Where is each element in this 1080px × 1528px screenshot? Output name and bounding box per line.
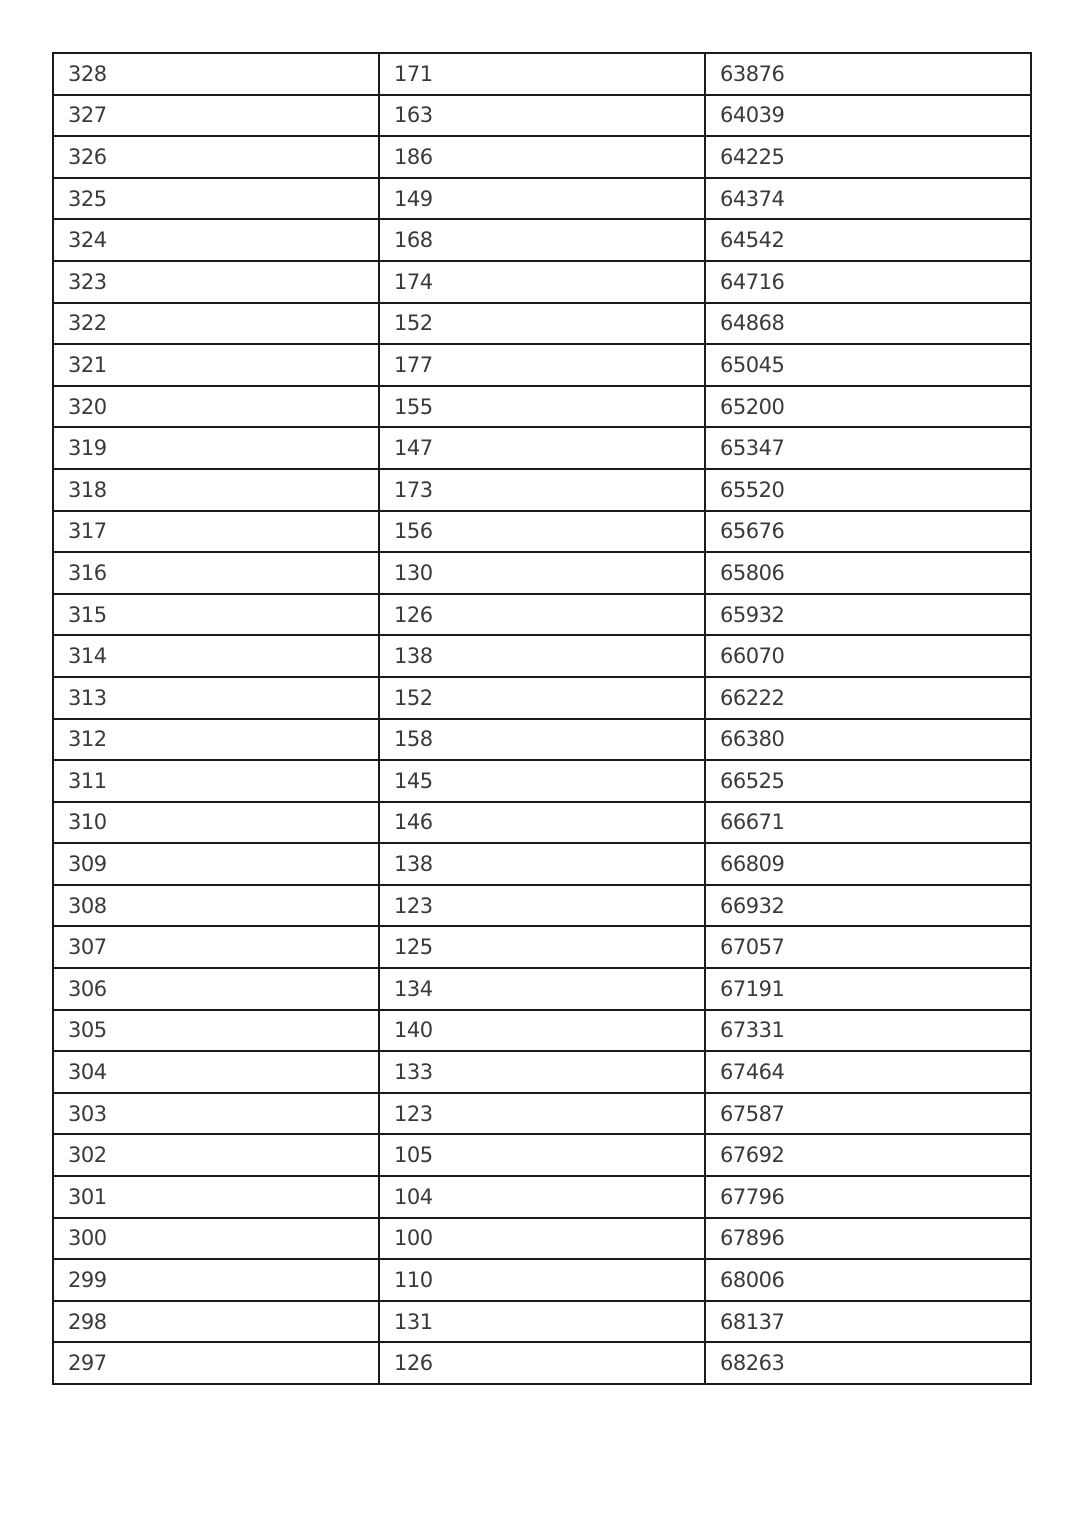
score-cell: 327 [53,95,379,137]
table-row [53,469,1031,511]
cumulative-cell: 63876 [705,53,1031,95]
cumulative-cell: 64039 [705,95,1031,137]
count-cell: 158 [379,719,705,761]
count-cell: 163 [379,95,705,137]
count-cell: 177 [379,344,705,386]
count-cell: 146 [379,802,705,844]
table-row [53,1010,1031,1052]
score-cell: 308 [53,885,379,927]
table-row [53,1093,1031,1135]
cumulative-cell: 64716 [705,261,1031,303]
score-cell: 303 [53,1093,379,1135]
cumulative-cell: 66070 [705,635,1031,677]
table-row [53,303,1031,345]
table-row [53,1259,1031,1301]
cumulative-cell: 66380 [705,719,1031,761]
count-cell: 110 [379,1259,705,1301]
score-cell: 318 [53,469,379,511]
count-cell: 126 [379,1342,705,1384]
cumulative-cell: 64868 [705,303,1031,345]
score-cell: 297 [53,1342,379,1384]
cumulative-cell: 65045 [705,344,1031,386]
table-row [53,968,1031,1010]
cumulative-cell: 65676 [705,511,1031,553]
score-cell: 325 [53,178,379,220]
table-row [53,136,1031,178]
score-cell: 300 [53,1218,379,1260]
table-row [53,760,1031,802]
table-row [53,53,1031,95]
count-cell: 138 [379,635,705,677]
cumulative-cell: 65347 [705,427,1031,469]
cumulative-cell: 68263 [705,1342,1031,1384]
table-row [53,511,1031,553]
table-row [53,261,1031,303]
count-cell: 140 [379,1010,705,1052]
count-cell: 100 [379,1218,705,1260]
table-row [53,386,1031,428]
score-cell: 315 [53,594,379,636]
count-cell: 171 [379,53,705,95]
cumulative-cell: 68006 [705,1259,1031,1301]
table-row [53,802,1031,844]
count-cell: 186 [379,136,705,178]
table-row [53,178,1031,220]
table-row [53,594,1031,636]
count-cell: 133 [379,1051,705,1093]
table-row [53,219,1031,261]
count-cell: 152 [379,303,705,345]
cumulative-cell: 65932 [705,594,1031,636]
cumulative-cell: 64374 [705,178,1031,220]
cumulative-cell: 67057 [705,926,1031,968]
count-cell: 155 [379,386,705,428]
score-cell: 309 [53,843,379,885]
table-row [53,719,1031,761]
count-cell: 105 [379,1134,705,1176]
table-row [53,1342,1031,1384]
score-cell: 301 [53,1176,379,1218]
count-cell: 123 [379,885,705,927]
cumulative-cell: 65520 [705,469,1031,511]
table-row [53,677,1031,719]
cumulative-cell: 67191 [705,968,1031,1010]
cumulative-cell: 67464 [705,1051,1031,1093]
score-cell: 306 [53,968,379,1010]
table-row [53,427,1031,469]
count-cell: 104 [379,1176,705,1218]
cumulative-cell: 68137 [705,1301,1031,1343]
count-cell: 145 [379,760,705,802]
count-cell: 174 [379,261,705,303]
cumulative-cell: 64225 [705,136,1031,178]
table-row [53,635,1031,677]
score-cell: 326 [53,136,379,178]
count-cell: 125 [379,926,705,968]
count-cell: 130 [379,552,705,594]
score-cell: 298 [53,1301,379,1343]
cumulative-cell: 66932 [705,885,1031,927]
cumulative-cell: 67331 [705,1010,1031,1052]
score-cell: 322 [53,303,379,345]
cumulative-cell: 64542 [705,219,1031,261]
cumulative-cell: 65806 [705,552,1031,594]
score-cell: 316 [53,552,379,594]
table-row [53,1176,1031,1218]
table-row [53,1051,1031,1093]
cumulative-cell: 66222 [705,677,1031,719]
count-cell: 131 [379,1301,705,1343]
table-row [53,926,1031,968]
score-cell: 312 [53,719,379,761]
score-cell: 304 [53,1051,379,1093]
score-cell: 319 [53,427,379,469]
score-cell: 313 [53,677,379,719]
cumulative-cell: 67692 [705,1134,1031,1176]
score-cell: 299 [53,1259,379,1301]
score-cell: 305 [53,1010,379,1052]
score-cell: 323 [53,261,379,303]
table-row [53,885,1031,927]
table-row [53,1218,1031,1260]
score-cell: 321 [53,344,379,386]
cumulative-cell: 66809 [705,843,1031,885]
score-cell: 328 [53,53,379,95]
cumulative-cell: 67796 [705,1176,1031,1218]
cumulative-cell: 66671 [705,802,1031,844]
count-cell: 123 [379,1093,705,1135]
score-cell: 314 [53,635,379,677]
table-row [53,344,1031,386]
score-cell: 317 [53,511,379,553]
cumulative-cell: 67896 [705,1218,1031,1260]
count-cell: 152 [379,677,705,719]
count-cell: 173 [379,469,705,511]
score-cell: 310 [53,802,379,844]
score-cell: 320 [53,386,379,428]
table-row [53,1301,1031,1343]
score-cell: 311 [53,760,379,802]
cumulative-cell: 66525 [705,760,1031,802]
score-cell: 302 [53,1134,379,1176]
cumulative-cell: 67587 [705,1093,1031,1135]
cumulative-cell: 65200 [705,386,1031,428]
table-body [53,53,1031,1384]
table-row [53,552,1031,594]
table-row [53,843,1031,885]
count-cell: 156 [379,511,705,553]
table-row [53,95,1031,137]
count-cell: 147 [379,427,705,469]
score-cell: 324 [53,219,379,261]
score-table [52,52,1032,1385]
count-cell: 134 [379,968,705,1010]
table-row [53,1134,1031,1176]
count-cell: 126 [379,594,705,636]
count-cell: 138 [379,843,705,885]
score-cell: 307 [53,926,379,968]
count-cell: 149 [379,178,705,220]
count-cell: 168 [379,219,705,261]
